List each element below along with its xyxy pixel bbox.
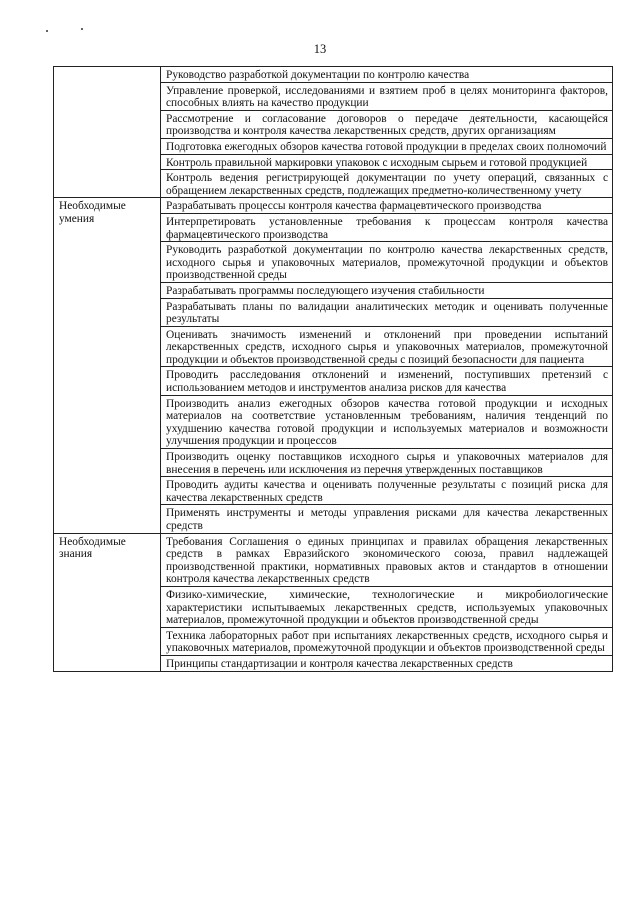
- item-cell: Контроль ведения регистрирующей документации по учету операций, связанных с обращением лекарственных средств, подлежащих предметно-количественному учету: [161, 170, 613, 198]
- item-cell: Рассмотрение и согласование договоров о передаче деятельности, касающейся производства и контроля качества лекарственных средств, других организациям: [161, 110, 613, 138]
- table-row: [54, 67, 613, 83]
- item-cell: Оценивать значимость изменений и отклонений при проведении испытаний лекарственных средств, исходного сырья и упаковочных материалов, промежуточной продукции и объектов производственной среды с позиций безопасности для пациента: [161, 326, 613, 367]
- page-number: 13: [313, 42, 327, 56]
- table-row: [54, 198, 613, 214]
- item-cell: Применять инструменты и методы управления рисками для качества лекарственных средств: [161, 505, 613, 533]
- item-cell: Разрабатывать программы последующего изучения стабильности: [161, 282, 613, 298]
- category-cell: [54, 67, 161, 198]
- item-cell: Проводить аудиты качества и оценивать полученные результаты с позиций риска для качества лекарственных средств: [161, 477, 613, 505]
- item-cell: Руководить разработкой документации по контролю качества лекарственных средств, исходного сырья и упаковочных материалов, промежуточной продукции и объектов производственной среды: [161, 242, 613, 283]
- item-cell: Физико-химические, химические, технологические и микробиологические характеристики испытываемых лекарственных средств, используемых упаковочных материалов, промежуточной продукции и объектов производственной среды: [161, 586, 613, 627]
- table-body: [54, 67, 613, 672]
- item-cell: Производить оценку поставщиков исходного сырья и упаковочных материалов для внесения в перечень или исключения из перечня утвержденных поставщиков: [161, 449, 613, 477]
- item-cell: Разрабатывать планы по валидации аналитических методик и оценивать полученные результаты: [161, 298, 613, 326]
- item-cell: Контроль правильной маркировки упаковок с исходным сырьем и готовой продукцией: [161, 154, 613, 170]
- item-cell: Разрабатывать процессы контроля качества фармацевтического производства: [161, 198, 613, 214]
- item-cell: Техника лабораторных работ при испытаниях лекарственных средств, исходного сырья и упаковочных материалов, промежуточной продукции и объектов производственной среды: [161, 627, 613, 655]
- item-cell: Производить анализ ежегодных обзоров качества готовой продукции и исходных материалов на соответствие установленным требованиям, наличия тенденций по ухудшению качества готовой продукции и используемых материалов и возможности улучшения продукции и процессов: [161, 395, 613, 448]
- scan-speck: [46, 30, 48, 32]
- item-cell: Подготовка ежегодных обзоров качества готовой продукции в пределах своих полномочий: [161, 138, 613, 154]
- item-cell: Проводить расследования отклонений и изменений, поступивших претензий с использованием методов и инструментов анализа рисков для качества: [161, 367, 613, 395]
- item-cell: Интерпретировать установленные требования к процессам контроля качества фармацевтического производства: [161, 213, 613, 241]
- competency-table: [53, 66, 613, 672]
- category-cell: Необходимые знания: [54, 533, 161, 671]
- scan-speck: [81, 28, 83, 30]
- item-cell: Руководство разработкой документации по контролю качества: [161, 67, 613, 83]
- table-row: [54, 533, 613, 586]
- item-cell: Принципы стандартизации и контроля качества лекарственных средств: [161, 655, 613, 671]
- item-cell: Управление проверкой, исследованиями и взятием проб в целях мониторинга факторов, способных влиять на качество продукции: [161, 82, 613, 110]
- category-cell: Необходимые умения: [54, 198, 161, 533]
- item-cell: Требования Соглашения о единых принципах и правилах обращения лекарственных средств в рамках Евразийского экономического союза, правил надлежащей производственной практики, нормативных правовых актов и стандартов в отношении контроля качества лекарственных средств: [161, 533, 613, 586]
